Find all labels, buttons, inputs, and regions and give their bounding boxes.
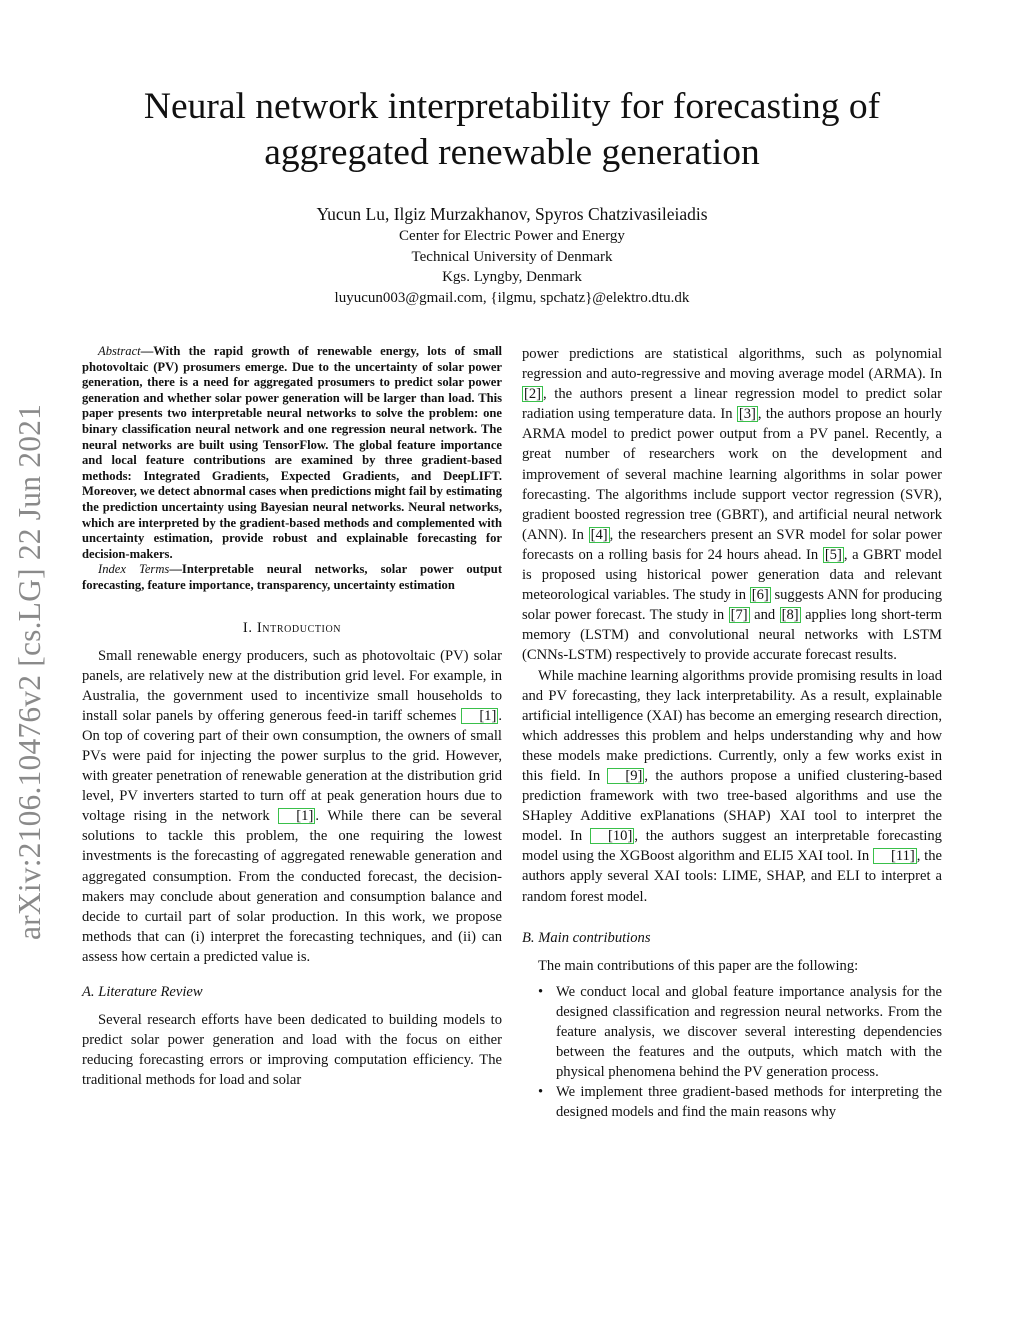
citation-link[interactable]: [3] (738, 406, 756, 423)
contributions-list (522, 982, 942, 1123)
rw-text-7: and (749, 607, 780, 624)
citation-link[interactable]: [1] (278, 808, 315, 824)
citation-link[interactable]: [11] (873, 848, 917, 864)
affiliation-university: Technical University of Denmark (411, 248, 613, 265)
index-terms-label: Index Terms (98, 562, 170, 577)
related-work-paragraph (522, 344, 942, 666)
citation-link[interactable]: [6] (751, 587, 769, 604)
title-line-2: aggregated renewable generation (264, 132, 760, 173)
right-column (522, 344, 942, 1122)
intro-paragraph (82, 646, 502, 968)
section-number: I. (242, 619, 257, 636)
author-names: Yucun Lu, Ilgiz Murzakhanov, Spyros Chatzivasileiadis (316, 204, 708, 224)
citation-link[interactable]: [4] (590, 526, 608, 543)
xai-text-2: , the authors propose a unified clustering-based prediction framework with two tree-based algorithms and use the SHapley Additive exPlanations (SHAP) XAI tool to interpret the model. In (522, 767, 942, 845)
bullet-icon: • (538, 983, 544, 1000)
rw-text-1: power predictions are statistical algorithms, such as polynomial regression and auto-regressive and moving average model (ARMA). In (522, 346, 942, 383)
citation-link[interactable]: [8] (781, 607, 799, 624)
xai-paragraph (522, 666, 942, 907)
subsection-heading-literature-review: A. Literature Review (82, 984, 203, 1000)
subsection-heading-main-contributions: B. Main contributions (522, 929, 651, 946)
intro-text-3: . While there can be several solutions to tackle this problem, the one requiring the lowest investments is the forecasting of aggregated renewable generation and aggregated consumption. From the conducted forecast, the decision-makers may conclude about generation and consumption balance and decide to curtail part of solar production. In this work, we propose methods that can (i) interpret the forecasting techniques, and (ii) can assess how certain a predicted value is. (82, 808, 502, 965)
citation-link[interactable]: [2] (524, 386, 542, 403)
rw-text-8: applies long short-term memory (LSTM) and convolutional neural networks with LSTM (CNNs-LSTM) respectively to provide accurate forecast results. (522, 607, 942, 664)
abstract-label: Abstract (98, 344, 141, 358)
contribution-text: We implement three gradient-based methods for interpreting the designed models and find the main reasons why (556, 1084, 942, 1121)
index-terms (82, 562, 502, 593)
left-column (82, 344, 502, 1090)
citation-link[interactable]: [1] (461, 708, 498, 724)
literature-paragraph: Several research efforts have been dedicated to building models to predict solar power generation and load with the focus on either reducing forecasting errors or improving computation efficiency. The traditional methods for load and solar (82, 1012, 502, 1089)
rw-text-4: , the researchers present an SVR model for solar power forecasts on a rolling basis for 24 hours ahead. In (522, 526, 942, 563)
contribution-text: We conduct local and global feature importance analysis for the designed classification and regression neural networks. From the feature analysis, we discover several interesting dependencies between the features and the outputs, which match with the physical phenomena behind the PV generation process. (556, 983, 942, 1081)
citation-link[interactable]: [7] (730, 607, 748, 624)
title-line-1: Neural network interpretability for forecasting of (143, 86, 881, 127)
arxiv-identifier-stamp: arXiv:2106.10476v2 [cs.LG] 22 Jun 2021 (12, 403, 47, 940)
index-terms-text: —Interpretable neural networks, solar power output forecasting, feature importance, transparency, uncertainty estimation (82, 562, 503, 592)
intro-text-2: . On top of covering part of their own consumption, the owners of small PVs were paid for injecting the power surplus to the grid. However, with greater penetration of renewable generation at the distribution grid level, PV inverters started to turn off at peak generation hours due to voltage rising in the network (82, 707, 502, 825)
citation-link[interactable]: [9] (607, 768, 644, 784)
rw-text-3: , the authors propose an hourly ARMA model to predict power output from a PV panel. Recently, a great number of researchers work on the development and improvement of several machine learning algorithms in solar power forecasting. The algorithms include support vector regression (SVR), gradient boosted regression tree (GBRT), and artificial neural network (ANN). In (522, 406, 943, 543)
contributions-intro: The main contributions of this paper are the following: (538, 957, 859, 974)
list-item (522, 1082, 942, 1122)
affiliation-center: Center for Electric Power and Energy (399, 228, 625, 244)
author-emails: luyucun003@gmail.com, {ilgmu, spchatz}@elektro.dtu.dk (334, 289, 690, 306)
xai-text-1: While machine learning algorithms provide promising results in load and PV forecasting, they lack interpretability. As a result, explainable artificial intelligence (XAI) has become an emerging research direction, which addresses this problem and helps understanding why and how these models make predictions. Currently, only a few works exist in this field. In (522, 667, 942, 784)
intro-text-1: Small renewable energy producers, such as photovoltaic (PV) solar panels, are relatively new at the distribution grid level. For example, in Australia, the government used to incentivize small households to install solar panels by offering generous feed-in tariff schemes (82, 647, 502, 724)
abstract-text: —With the rapid growth of renewable energy, lots of small photovoltaic (PV) prosumers emerge. Due to the uncertainty of solar power generation, there is a need for aggregated prosumers to predict solar power generation and whether solar power generation will be larger than load. This paper presents two interpretable neural networks to solve the problem: one binary classification neural network and one regression neural network. The neural networks are built using TensorFlow. The global feature importance and local feature contributions are examined by three gradient-based methods: Integrated Gradients, Expected Gradients, and DeepLIFT. Moreover, we detect abnormal cases when predictions might fail by estimating the prediction uncertainty using Bayesian neural networks. Neural networks, which are interpreted by the gradient-based methods and complemented with uncertainty estimation, provide robust and explainable forecasting for decision-makers. (82, 344, 502, 561)
abstract (82, 344, 502, 562)
rw-text-6: suggests ANN for producing solar power forecast. The study in (522, 587, 942, 624)
section-title: Introduction (256, 619, 342, 636)
rw-text-5: , a GBRT model is proposed using historical power generation data and relevant meteorological variables. The study in (522, 546, 942, 604)
bullet-icon: • (538, 1084, 544, 1101)
section-heading-introduction (82, 618, 502, 638)
xai-text-3: , the authors suggest an interpretable forecasting model using the XGBoost algorithm and ELI5 XAI tool. In (522, 828, 942, 865)
author-block (62, 202, 962, 308)
citation-link[interactable]: [10] (590, 828, 634, 844)
xai-text-4: , the authors apply several XAI tools: LIME, SHAP, and ELI to interpret a random forest model. (522, 848, 942, 905)
affiliation-location: Kgs. Lyngby, Denmark (442, 269, 582, 285)
list-item (522, 982, 942, 1082)
paper-title (60, 84, 964, 176)
citation-link[interactable]: [5] (824, 546, 842, 563)
rw-text-2: , the authors present a linear regression model to predict solar radiation using temperature data. In (522, 386, 942, 423)
